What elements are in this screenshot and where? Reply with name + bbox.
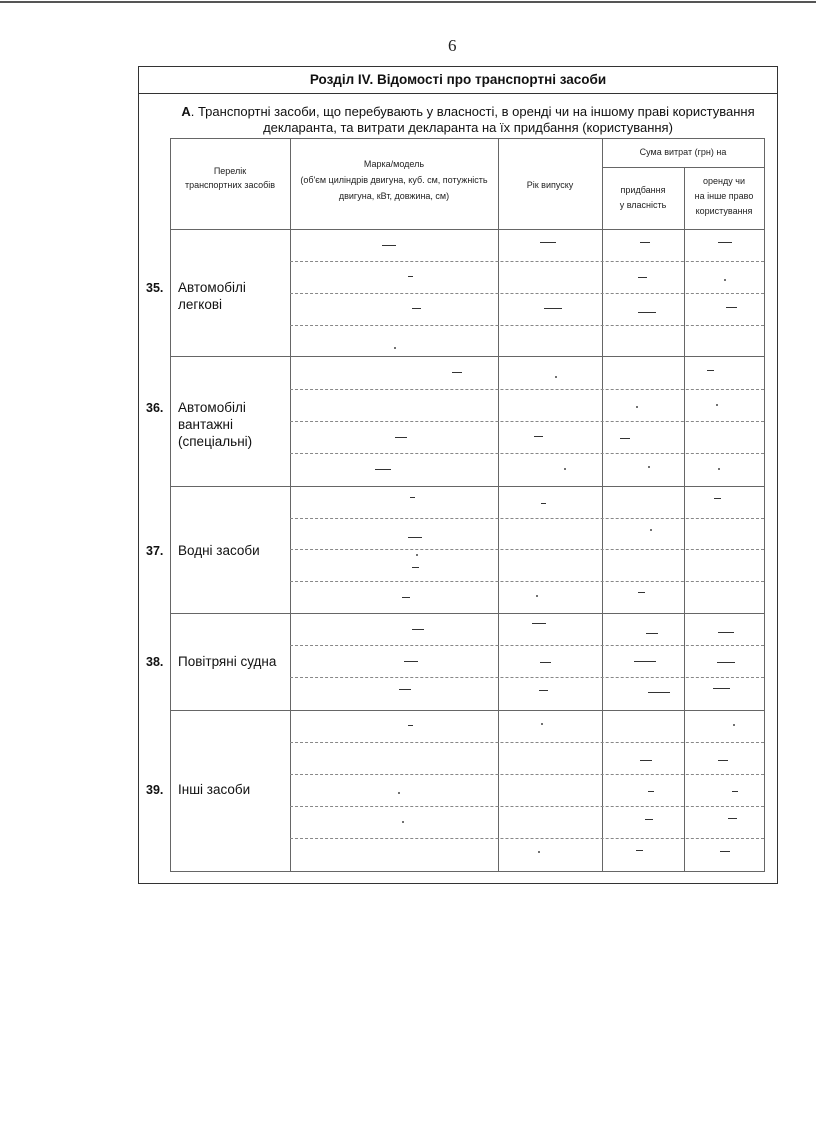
- row-36-label-line2: вантажні: [178, 417, 234, 432]
- header-rent-line3: користування: [695, 206, 753, 216]
- row-36-number: 36.: [146, 401, 164, 415]
- header-rent-line2: на інше право: [694, 191, 754, 201]
- page-number: 6: [448, 36, 457, 55]
- header-transport-list: [170, 164, 290, 192]
- header-list-line1: Перелік: [213, 166, 247, 176]
- header-brand-model: [290, 156, 498, 204]
- header-purchase: [602, 183, 684, 213]
- subsection-text-line2: декларанта, та витрати декларанта на їх придбання (користування): [263, 120, 673, 135]
- header-brand-line3: двигуна, кВт, довжина, см): [338, 191, 450, 201]
- row-35-label-line1: Автомобілі: [178, 280, 246, 295]
- subsection-title: [178, 104, 758, 136]
- header-purchase-line2: у власність: [619, 200, 667, 210]
- row-36-label-line1: Автомобілі: [178, 400, 246, 415]
- row-37-number: 37.: [146, 544, 164, 558]
- row-35-label: [178, 279, 246, 313]
- row-37-label: Водні засоби: [178, 543, 260, 558]
- row-35-label-line2: легкові: [178, 297, 223, 312]
- header-year: Рік випуску: [526, 180, 574, 190]
- header-brand-line1: Марка/модель: [363, 159, 425, 169]
- row-35-number: 35.: [146, 281, 164, 295]
- top-scan-border: [0, 1, 816, 3]
- header-list-line2: транспортних засобів: [184, 180, 276, 190]
- row-39-number: 39.: [146, 783, 164, 797]
- row-38-number: 38.: [146, 655, 164, 669]
- row-36-label: [178, 399, 252, 450]
- header-purchase-line1: придбання: [620, 185, 666, 195]
- row-38-label: Повітряні судна: [178, 654, 277, 669]
- subsection-text-line1: . Транспортні засоби, що перебувають у власності, в оренді чи на іншому праві користування: [190, 104, 755, 119]
- subsection-letter: А: [181, 104, 191, 119]
- header-rent: [684, 174, 764, 219]
- section-title: Розділ IV. Відомості про транспортні засоби: [138, 66, 778, 94]
- header-rent-line1: оренду чи: [703, 176, 745, 186]
- row-36-label-line3: (спеціальні): [178, 434, 253, 449]
- header-sum: Сума витрат (грн) на: [639, 147, 727, 157]
- header-brand-line2: (об'єм циліндрів двигуна, куб. см, потужність: [300, 175, 488, 185]
- row-39-label: Інші засоби: [178, 782, 251, 797]
